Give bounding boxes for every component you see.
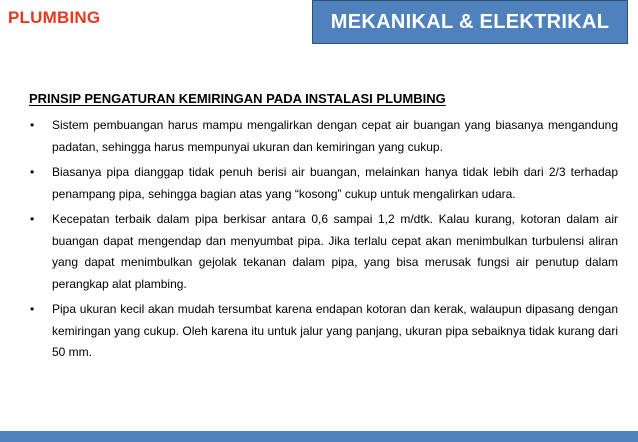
bullet-text: Biasanya pipa dianggap tidak penuh berisi air buangan, melainkan hanya tidak lebih dari 2/3 terhadap penampang pipa, sehingga bagian atas yang “kosong” cukup untuk mengalirkan udara. xyxy=(52,165,618,201)
list-item xyxy=(30,209,618,295)
bullet-icon: • xyxy=(30,165,35,179)
bullet-text: Pipa ukuran kecil akan mudah tersumbat karena endapan kotoran dan kerak, walaupun dipasang dengan kemiringan yang cukup. Oleh karena itu untuk jalur yang panjang, ukuran pipa sebaiknya tidak kurang dari 50 mm. xyxy=(52,302,618,359)
content-heading: PRINSIP PENGATURAN KEMIRINGAN PADA INSTALASI PLUMBING xyxy=(29,91,446,106)
bullet-list xyxy=(30,115,618,368)
bullet-icon: • xyxy=(30,302,35,316)
bullet-text: Sistem pembuangan harus mampu mengalirkan dengan cepat air buangan yang biasanya mengandung padatan, sehingga harus mempunyai ukuran dan kemiringan yang cukup. xyxy=(52,118,618,154)
bullet-icon: • xyxy=(30,212,35,226)
footer-bar xyxy=(0,431,638,442)
page-title: PLUMBING xyxy=(8,8,101,27)
section-banner: MEKANIKAL & ELEKTRIKAL xyxy=(312,0,628,44)
bullet-text: Kecepatan terbaik dalam pipa berkisar antara 0,6 sampai 1,2 m/dtk. Kalau kurang, kotoran dalam air buangan dapat mengendap dan menyumbat pipa. Jika terlalu cepat akan menimbulkan turbulensi aliran yang dapat menimbulkan gejolak tekanan dalam pipa, yang bisa merusak fungsi air penutup dalam perangkap alat plambing. xyxy=(52,212,618,291)
list-item xyxy=(30,299,618,364)
list-item xyxy=(30,115,618,158)
bullet-icon: • xyxy=(30,118,35,132)
list-item xyxy=(30,162,618,205)
slide-header xyxy=(0,0,638,48)
